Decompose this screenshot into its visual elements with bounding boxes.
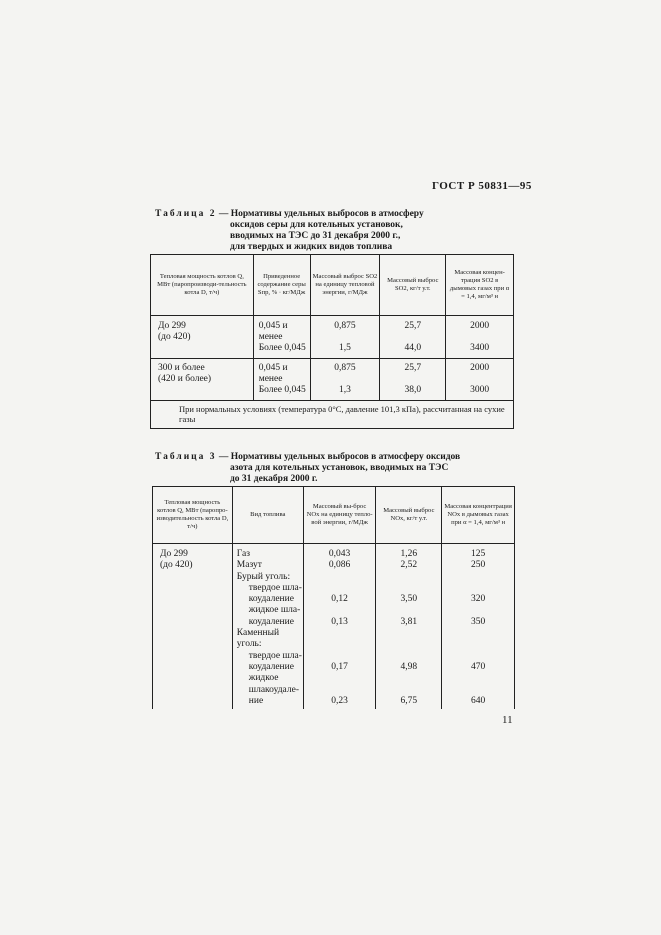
table3-line-gj [304, 651, 376, 662]
table3-line-t: 3,81 [400, 616, 418, 627]
table3-line-fuel: ние [248, 695, 264, 706]
table2-label: Таблица 2 [155, 209, 217, 219]
emission-t-cell: 25,7 [380, 359, 446, 386]
table3-line-conc: 640 [470, 695, 486, 706]
document-code: ГОСТ Р 50831—95 [432, 180, 532, 192]
table3-line-conc [442, 685, 514, 696]
power-cell: До 299 (до 420) [153, 544, 233, 710]
table3 [152, 486, 515, 709]
table3-line-fuel: Бурый уголь: [236, 571, 291, 582]
table3-line-fuel: Газ [236, 549, 251, 559]
table2-col-concentration: Массовая концен-трация SO2 в дымовых газах при α = 1,4, мг/м³ н [446, 255, 514, 316]
table2-col-power: Тепловая мощность котлов Q, МВт (паропроизводи-тельность котла D, т/ч) [151, 255, 254, 316]
table3-line-t: 4,98 [400, 661, 418, 672]
table2-caption-line: вводимых на ТЭС до 31 декабря 2000 г., [230, 231, 401, 241]
table3-header-row [153, 487, 515, 544]
table3-line-conc [442, 605, 514, 616]
sulfur-cell: Более 0,045 [253, 343, 310, 359]
table2-caption-line: оксидов серы для котельных установок, [230, 220, 403, 230]
power-cell [151, 385, 254, 401]
table-row [151, 359, 514, 386]
table3-line-gj [304, 583, 376, 594]
table-row [151, 343, 514, 359]
emission-t-cell: 44,0 [380, 343, 446, 359]
table2-note: При нормальных условиях (температура 0°С, давление 101,3 кПа), рассчитанная на сухие газы [151, 401, 514, 429]
concentration-cell: 3000 [446, 385, 514, 401]
table-row [151, 316, 514, 344]
table3-line-fuel: Каменный [236, 628, 280, 639]
table3-line-gj [304, 639, 376, 650]
table2-note-row [151, 401, 514, 429]
table3-line-conc: 250 [470, 560, 486, 571]
sulfur-cell: 0,045 и менее [253, 316, 310, 344]
table3-line-t [376, 639, 441, 650]
table3-line-t [376, 605, 441, 616]
table3-line-fuel: Мазут [236, 560, 262, 571]
table3-title-part: — Нормативы удельных выбросов в атмосферу оксидов [218, 452, 461, 462]
table3-col-emission-gj: Массовый вы-брос NOx на единицу тепло-вой энергии, г/МДж [303, 487, 376, 544]
table3-caption-line: до 31 декабря 2000 г. [230, 474, 318, 484]
power-cell [151, 343, 254, 359]
table3-line-t: 3,50 [400, 594, 418, 605]
table3-line-t [376, 572, 441, 583]
table3-line-t: 1,26 [400, 549, 418, 559]
table2-title-part: — Нормативы удельных выбросов в атмосферу [218, 209, 424, 219]
table3-line-conc [442, 572, 514, 583]
table-row [151, 385, 514, 401]
table3-line-gj [304, 628, 376, 639]
table2-col-emission-t: Массовый выброс SO2, кг/т у.т. [380, 255, 446, 316]
page-number: 11 [502, 714, 513, 726]
table2-caption-line [155, 209, 515, 220]
table3-col-fuel: Вид топлива [232, 487, 303, 544]
table3-line-t [376, 673, 441, 684]
table3-line-fuel: уголь: [236, 639, 262, 650]
table3-line-fuel: шлакоудале- [248, 684, 299, 695]
concentration-cell: 2000 [446, 359, 514, 386]
table3-line-t [376, 583, 441, 594]
table3-caption-line [155, 452, 515, 463]
table3-line-fuel: твердое шла- [248, 650, 302, 661]
table3-line-gj: 0,13 [331, 616, 348, 627]
table2-header-row [151, 255, 514, 316]
emission-t-cell [376, 544, 442, 710]
table3-col-emission-t: Массовый выброс NOx, кг/т у.т. [376, 487, 442, 544]
table3-line-t: 2,52 [400, 560, 418, 571]
table2-caption [155, 209, 515, 253]
table3-line-conc: 470 [470, 661, 486, 672]
table3-line-fuel: коудаление [248, 661, 294, 672]
emission-t-cell: 38,0 [380, 385, 446, 401]
table3-line-conc [442, 651, 514, 662]
table2-col-sulfur: Приведенное содержание серы Sпр, % · кг/МДж [253, 255, 310, 316]
table3-line-gj [304, 685, 376, 696]
sulfur-cell: Более 0,045 [253, 385, 310, 401]
table3-line-conc: 350 [470, 616, 486, 627]
table3-line-conc: 125 [470, 549, 486, 559]
emission-t-cell: 25,7 [380, 316, 446, 344]
table3-line-gj: 0,17 [331, 661, 348, 672]
table3-line-gj: 0,086 [328, 560, 351, 571]
table3-line-t [376, 685, 441, 696]
concentration-cell: 3400 [446, 343, 514, 359]
table3-line-gj: 0,23 [331, 695, 348, 706]
emission-gj-cell: 1,3 [310, 385, 380, 401]
table2-col-emission-gj: Массовый выброс SO2 на единицу тепловой энергии, г/МДж [310, 255, 380, 316]
table3-line-conc [442, 639, 514, 650]
concentration-cell [442, 544, 515, 710]
table3-line-fuel: коудаление [248, 616, 294, 627]
table3-line-fuel: коудаление [248, 594, 294, 605]
table3-label: Таблица 3 [155, 452, 217, 462]
power-cell: 300 и более (420 и более) [151, 359, 254, 386]
table3-line-fuel: твердое шла- [248, 582, 302, 593]
table3-line-conc: 320 [470, 594, 486, 605]
table3-line-fuel: жидкое шла- [248, 605, 301, 616]
table3-line-fuel: жидкое [248, 673, 279, 684]
table3-body [153, 544, 515, 710]
table3-col-power: Тепловая мощность котлов Q, МВт (паропро-изводительность котла D, т/ч) [153, 487, 233, 544]
table3-line-t [376, 651, 441, 662]
emission-gj-cell: 1,5 [310, 343, 380, 359]
table3-line-t: 6,75 [400, 695, 418, 706]
table3-line-gj: 0,12 [331, 594, 348, 605]
table3-caption [155, 452, 515, 485]
concentration-cell: 2000 [446, 316, 514, 344]
table3-line-gj [304, 605, 376, 616]
table3-line-conc [442, 583, 514, 594]
table3-line-conc [442, 628, 514, 639]
emission-gj-cell [303, 544, 376, 710]
sulfur-cell: 0,045 и менее [253, 359, 310, 386]
table3-line-gj [304, 673, 376, 684]
table3-line-t [376, 628, 441, 639]
table2 [150, 254, 514, 429]
table3-line-gj: 0,043 [328, 549, 351, 559]
table3-line-gj [304, 572, 376, 583]
table3-line-conc [442, 673, 514, 684]
emission-gj-cell: 0,875 [310, 359, 380, 386]
table3-caption-line: азота для котельных установок, вводимых на ТЭС [230, 463, 449, 473]
table3-col-concentration: Массовая концентрация NOx в дымовых газах при α = 1,4, мг/м³ н [442, 487, 515, 544]
table2-caption-line: для твердых и жидких видов топлива [230, 242, 393, 252]
emission-gj-cell: 0,875 [310, 316, 380, 344]
power-cell: До 299 (до 420) [151, 316, 254, 344]
fuel-cell [232, 544, 303, 710]
